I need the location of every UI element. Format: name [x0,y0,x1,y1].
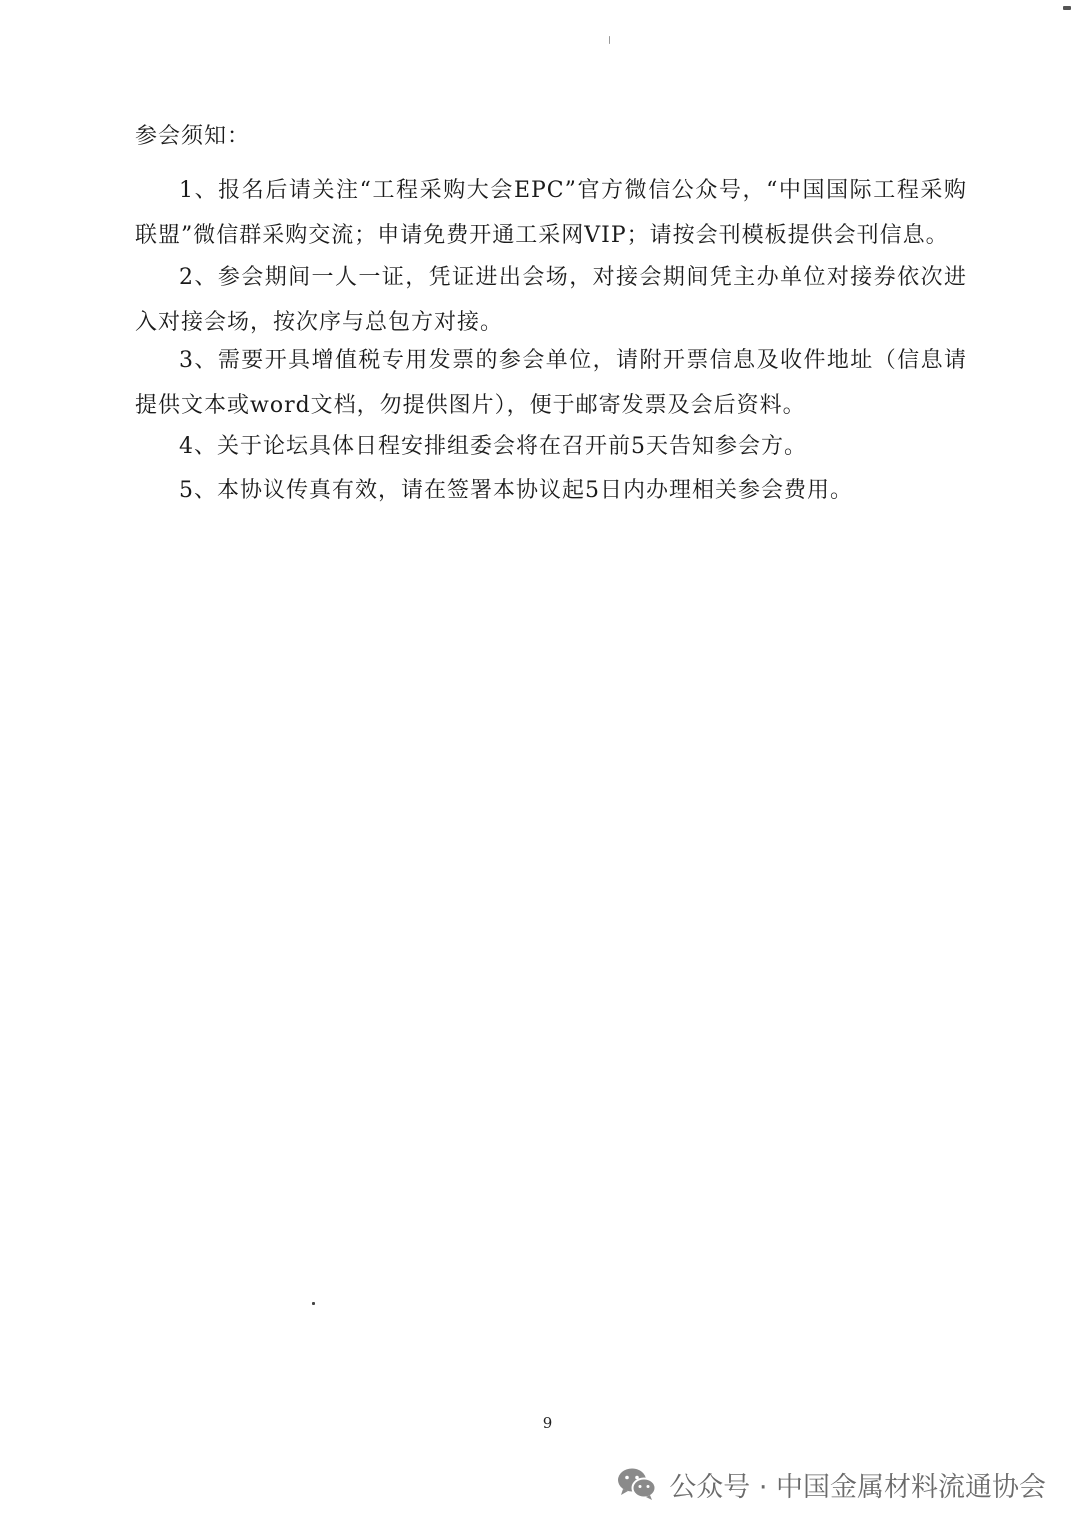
scan-speck [1063,6,1071,10]
notice-item-1: 1、报名后请关注“工程采购大会EPC”官方微信公众号，“中国国际工程采购联盟”微信群采购交流；申请免费开通工采网VIP；请按会刊模板提供会刊信息。 [135,178,967,248]
scan-speck [609,36,610,44]
watermark-text: 公众号 · 中国金属材料流通协会 [669,1471,1046,1503]
scan-speck [312,1302,315,1305]
wechat-watermark [617,1464,1046,1504]
page-number: 9 [542,1414,553,1432]
notice-item-5: 5、本协议传真有效，请在签署本协议起5日内办理相关参会费用。 [179,478,853,503]
notice-item-2: 2、参会期间一人一证，凭证进出会场，对接会期间凭主办单位对接券依次进入对接会场，按次序与总包方对接。 [135,265,967,335]
wechat-icon [617,1467,657,1501]
notice-heading: 参会须知： [135,124,251,149]
notice-item-3: 3、需要开具增值税专用发票的参会单位，请附开票信息及收件地址（信息请提供文本或word文档，勿提供图片），便于邮寄发票及会后资料。 [135,348,967,418]
notice-item-4: 4、关于论坛具体日程安排组委会将在召开前5天告知参会方。 [179,434,807,459]
